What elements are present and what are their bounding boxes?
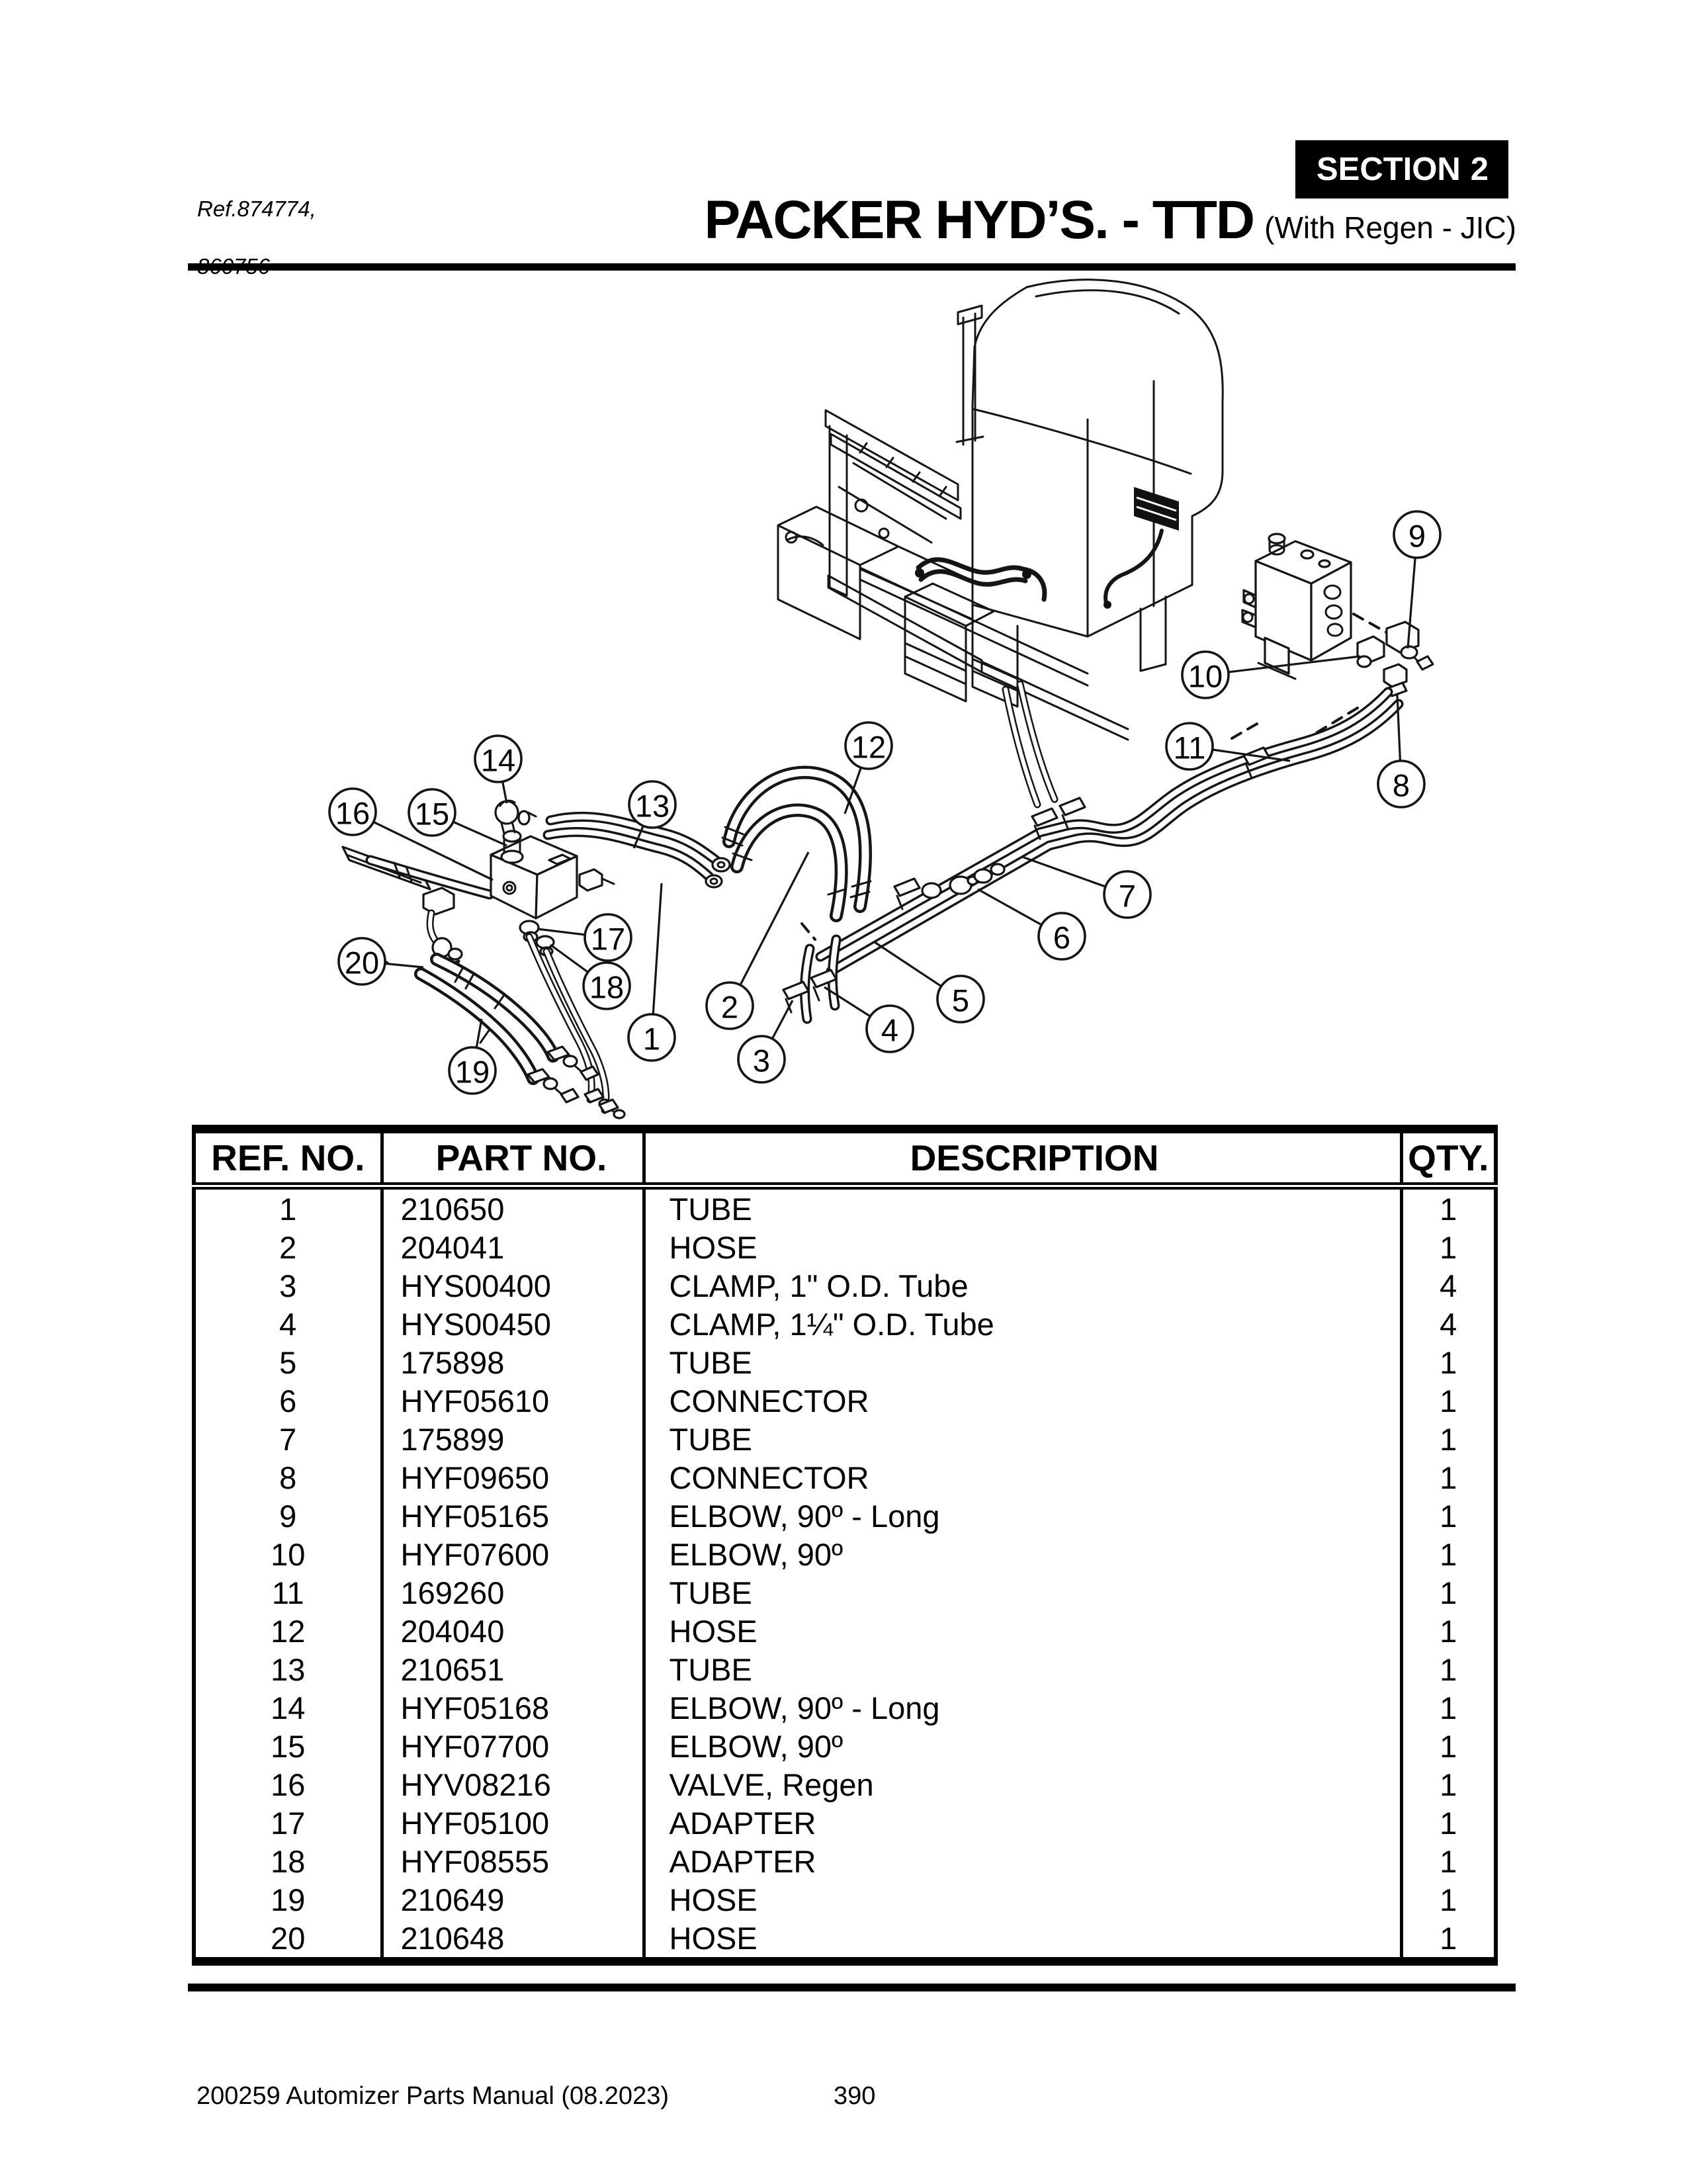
cell-ref: 7	[279, 1421, 297, 1457]
callout-number-2: 2	[720, 989, 739, 1025]
callout-number-10: 10	[1188, 658, 1223, 694]
cell-ref: 18	[271, 1843, 306, 1879]
cell-part: 204040	[382, 1612, 644, 1650]
cell-desc: TUBE	[644, 1420, 1401, 1458]
parts-table-body	[194, 1186, 1496, 1962]
callout-number-12: 12	[851, 729, 887, 765]
cell-part: 210650	[382, 1186, 644, 1229]
cell-desc: TUBE	[644, 1186, 1401, 1229]
cell-part: HYS00450	[382, 1305, 644, 1343]
cell-qty: 1	[1401, 1842, 1496, 1880]
cell-part: 169260	[382, 1573, 644, 1612]
cell-ref: 20	[271, 1920, 306, 1956]
cell-part: HYS00400	[382, 1266, 644, 1305]
control-valve-drawing	[1232, 534, 1433, 746]
cell-qty: 1	[1401, 1804, 1496, 1842]
table-row	[194, 1458, 1496, 1497]
cell-ref: 15	[271, 1728, 306, 1764]
header-divider-rule	[188, 263, 1516, 271]
table-row	[194, 1573, 1496, 1612]
table-row	[194, 1497, 1496, 1535]
table-row	[194, 1919, 1496, 1962]
cell-qty: 1	[1401, 1688, 1496, 1727]
footer-manual-title: 200259 Automizer Parts Manual (08.2023)	[196, 2082, 669, 2110]
cell-qty: 1	[1401, 1880, 1496, 1919]
callout-number-15: 15	[414, 796, 450, 832]
table-row	[194, 1228, 1496, 1266]
cell-part: HYF05610	[382, 1381, 644, 1420]
cell-part: HYF05100	[382, 1804, 644, 1842]
cell-qty: 1	[1401, 1535, 1496, 1573]
cell-qty: 1	[1401, 1343, 1496, 1381]
callout-number-5: 5	[951, 983, 970, 1018]
callout-number-3: 3	[752, 1043, 771, 1078]
callout-number-18: 18	[589, 969, 625, 1005]
table-row	[194, 1688, 1496, 1727]
cell-qty: 1	[1401, 1381, 1496, 1420]
cell-desc: CONNECTOR	[644, 1458, 1401, 1497]
cell-part: HYV08216	[382, 1765, 644, 1804]
header-description: DESCRIPTION	[644, 1129, 1401, 1186]
cell-part: 210649	[382, 1880, 644, 1919]
section-number: 2	[1470, 152, 1489, 187]
callout-number-7: 7	[1118, 878, 1137, 914]
cell-ref: 19	[271, 1882, 306, 1917]
page-title: PACKER HYD’S. - TTD	[704, 190, 1254, 250]
cell-ref: 3	[279, 1268, 297, 1303]
cell-qty: 1	[1401, 1612, 1496, 1650]
cell-desc: CLAMP, 1¼" O.D. Tube	[644, 1305, 1401, 1343]
cell-part: HYF05168	[382, 1688, 644, 1727]
cell-desc: ELBOW, 90º - Long	[644, 1688, 1401, 1727]
parts-diagram	[165, 278, 1522, 1125]
cell-qty: 4	[1401, 1266, 1496, 1305]
cell-ref: 16	[271, 1767, 306, 1802]
cell-qty: 1	[1401, 1573, 1496, 1612]
header-part-no: PART NO.	[382, 1129, 644, 1186]
cell-ref: 9	[279, 1498, 297, 1534]
cell-part: 175898	[382, 1343, 644, 1381]
cell-qty: 1	[1401, 1919, 1496, 1962]
cell-ref: 6	[279, 1383, 297, 1419]
cell-desc: VALVE, Regen	[644, 1765, 1401, 1804]
table-row	[194, 1727, 1496, 1765]
table-row	[194, 1381, 1496, 1420]
callout-leader-2	[730, 852, 808, 1006]
header-qty: QTY.	[1401, 1129, 1496, 1186]
cell-ref: 11	[271, 1575, 304, 1610]
footer-page-number: 390	[834, 2082, 876, 2110]
cell-qty: 1	[1401, 1497, 1496, 1535]
cell-desc: TUBE	[644, 1650, 1401, 1688]
cell-ref: 10	[271, 1536, 306, 1572]
cell-part: 175899	[382, 1420, 644, 1458]
bottom-hoses	[421, 937, 625, 1118]
table-row	[194, 1535, 1496, 1573]
cell-ref: 14	[271, 1690, 306, 1725]
callout-number-1: 1	[642, 1021, 661, 1057]
cell-desc: ELBOW, 90º	[644, 1535, 1401, 1573]
cell-ref: 13	[271, 1651, 306, 1687]
cell-qty: 1	[1401, 1650, 1496, 1688]
callout-number-17: 17	[590, 921, 626, 957]
cell-qty: 4	[1401, 1305, 1496, 1343]
table-row	[194, 1650, 1496, 1688]
cell-desc: CONNECTOR	[644, 1381, 1401, 1420]
ref-line-1: Ref.874774,	[197, 197, 316, 221]
cell-qty: 1	[1401, 1765, 1496, 1804]
cell-desc: HOSE	[644, 1880, 1401, 1919]
cell-part: 204041	[382, 1228, 644, 1266]
cell-desc: HOSE	[644, 1612, 1401, 1650]
table-header-row	[194, 1129, 1496, 1186]
cell-qty: 1	[1401, 1727, 1496, 1765]
cell-part: 210648	[382, 1919, 644, 1962]
cell-desc: ELBOW, 90º	[644, 1727, 1401, 1765]
cell-ref: 1	[279, 1191, 297, 1227]
table-row	[194, 1186, 1496, 1229]
tube-runs	[548, 684, 1399, 1019]
cell-qty: 1	[1401, 1228, 1496, 1266]
header-ref-no: REF. NO.	[194, 1129, 382, 1186]
cell-ref: 12	[271, 1613, 306, 1649]
cell-desc: TUBE	[644, 1343, 1401, 1381]
table-row	[194, 1612, 1496, 1650]
footer-divider-rule	[188, 1984, 1516, 1991]
table-row	[194, 1266, 1496, 1305]
cell-qty: 1	[1401, 1186, 1496, 1229]
callout-number-16: 16	[335, 795, 370, 831]
cell-qty: 1	[1401, 1420, 1496, 1458]
cell-desc: TUBE	[644, 1573, 1401, 1612]
parts-table	[192, 1125, 1498, 1966]
callout-number-6: 6	[1053, 920, 1071, 955]
callout-number-20: 20	[344, 945, 380, 981]
callout-number-14: 14	[480, 742, 516, 778]
cell-part: HYF07700	[382, 1727, 644, 1765]
table-row	[194, 1420, 1496, 1458]
cell-desc: CLAMP, 1" O.D. Tube	[644, 1266, 1401, 1305]
section-label: SECTION	[1317, 152, 1461, 187]
cell-part: 210651	[382, 1650, 644, 1688]
title-row	[569, 189, 1516, 251]
cell-part: HYF07600	[382, 1535, 644, 1573]
callout-number-13: 13	[634, 788, 670, 824]
callout-number-4: 4	[881, 1012, 899, 1048]
cell-part: HYF08555	[382, 1842, 644, 1880]
callout-number-11: 11	[1173, 730, 1206, 765]
cell-ref: 17	[271, 1805, 306, 1841]
cell-desc: ADAPTER	[644, 1842, 1401, 1880]
cell-desc: HOSE	[644, 1228, 1401, 1266]
cell-desc: ADAPTER	[644, 1804, 1401, 1842]
cell-qty: 1	[1401, 1458, 1496, 1497]
table-row	[194, 1343, 1496, 1381]
table-row	[194, 1842, 1496, 1880]
table-row	[194, 1305, 1496, 1343]
cell-ref: 2	[279, 1229, 297, 1265]
callout-number-19: 19	[454, 1054, 490, 1090]
table-row	[194, 1880, 1496, 1919]
cell-desc: HOSE	[644, 1919, 1401, 1962]
table-row	[194, 1804, 1496, 1842]
cell-part: HYF05165	[382, 1497, 644, 1535]
callout-number-9: 9	[1408, 518, 1426, 554]
page-subtitle: (With Regen - JIC)	[1264, 210, 1516, 245]
cell-ref: 5	[279, 1344, 297, 1380]
cell-ref: 8	[279, 1460, 297, 1495]
callout-number-8: 8	[1392, 767, 1410, 803]
cell-desc: ELBOW, 90º - Long	[644, 1497, 1401, 1535]
cell-part: HYF09650	[382, 1458, 644, 1497]
cell-ref: 4	[279, 1306, 297, 1342]
table-row	[194, 1765, 1496, 1804]
truck-hose-bundle	[915, 531, 1162, 609]
truck-body-drawing	[778, 280, 1223, 740]
